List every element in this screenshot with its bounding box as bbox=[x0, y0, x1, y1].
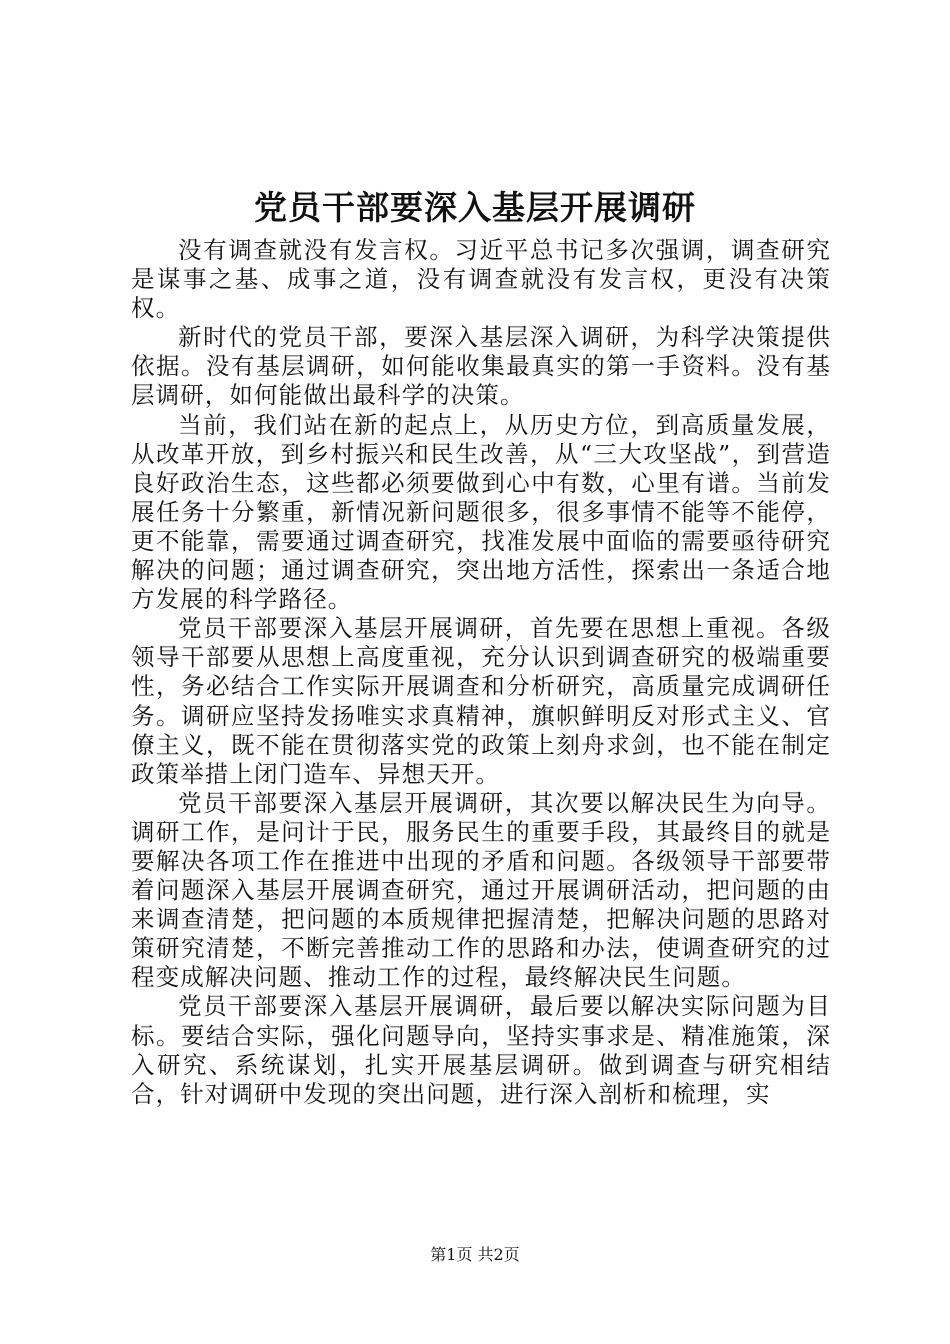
paragraph-3: 当前，我们站在新的起点上，从历史方位，到高质量发展，从改革开放，到乡村振兴和民生改善，从“三大攻坚战”，到营造良好政治生态，这些都必须要做到心中有数，心里有谱。当前发展任务十分繁重，新情况新问题很多，很多事情不能等不能停，更不能靠，需要通过调查研究，找准发展中面临的需要亟待研究解决的问题；通过调查研究，突出地方活性，探索出一条适合地方发展的科学路径。 bbox=[131, 410, 831, 614]
paragraph-4: 党员干部要深入基层开展调研，首先要在思想上重视。各级领导干部要从思想上高度重视，充分认识到调查研究的极端重要性，务必结合工作实际开展调查和分析研究，高质量完成调研任务。调研应坚持发扬唯实求真精神，旗帜鲜明反对形式主义、官僚主义，既不能在贯彻落实党的政策上刻舟求剑，也不能在制定政策举措上闭门造车、异想天开。 bbox=[131, 614, 831, 788]
paragraph-6: 党员干部要深入基层开展调研，最后要以解决实际问题为目标。要结合实际，强化问题导向，坚持实事求是、精准施策，深入研究、系统谋划，扎实开展基层调研。做到调查与研究相结合，针对调研中发现的突出问题，进行深入剖析和梳理，实 bbox=[131, 992, 831, 1108]
page-number-footer: 第1页 共2页 bbox=[430, 1245, 520, 1264]
paragraph-5: 党员干部要深入基层开展调研，其次要以解决民生为向导。调研工作，是问计于民，服务民生的重要手段，其最终目的就是要解决各项工作在推进中出现的矛盾和问题。各级领导干部要带着问题深入基层开展调查研究，通过开展调研活动，把问题的由来调查清楚，把问题的本质规律把握清楚，把解决问题的思路对策研究清楚，不断完善推动工作的思路和办法，使调查研究的过程变成解决问题、推动工作的过程，最终解决民生问题。 bbox=[131, 788, 831, 992]
paragraph-2: 新时代的党员干部，要深入基层深入调研，为科学决策提供依据。没有基层调研，如何能收集最真实的第一手资料。没有基层调研，如何能做出最科学的决策。 bbox=[131, 323, 831, 410]
paragraph-1: 没有调查就没有发言权。习近平总书记多次强调，调查研究是谋事之基、成事之道，没有调查就没有发言权，更没有决策权。 bbox=[131, 236, 831, 323]
document-title: 党员干部要深入基层开展调研 bbox=[254, 188, 696, 227]
document-body bbox=[131, 236, 831, 1109]
